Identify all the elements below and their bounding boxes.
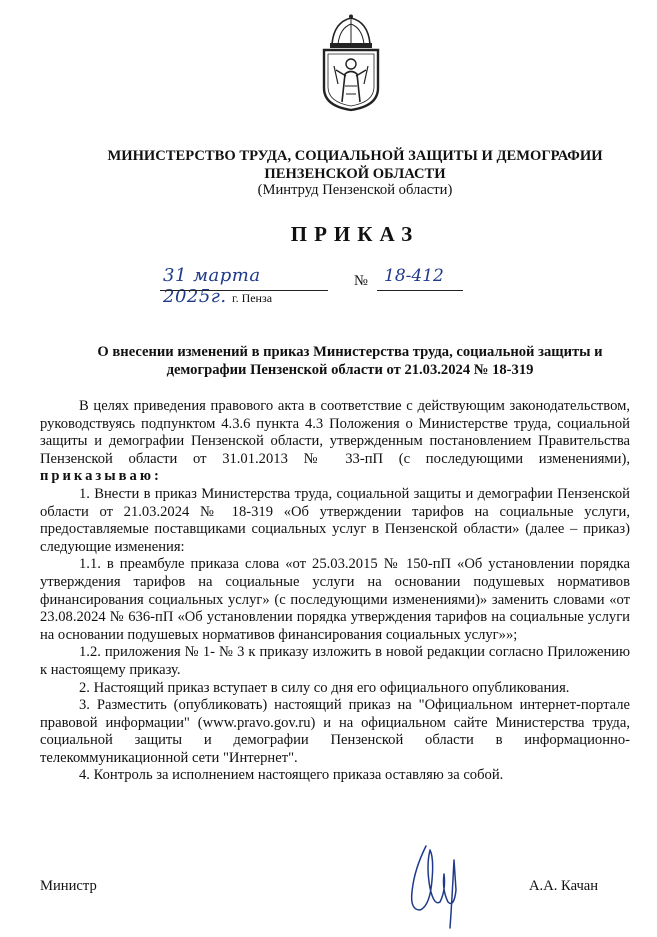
ministry-name-line2: ПЕНЗЕНСКОЙ ОБЛАСТИ xyxy=(264,166,446,182)
order-subject-line2: демографии Пензенской области от 21.03.2024 № 18-319 xyxy=(166,362,534,378)
order-subject-line1: О внесении изменений в приказ Министерства труда, социальной защиты и xyxy=(97,344,603,360)
document-type-title: ПРИКАЗ xyxy=(290,222,420,246)
preamble-paragraph xyxy=(40,398,630,486)
ministry-name-line1: МИНИСТЕРСТВО ТРУДА, СОЦИАЛЬНОЙ ЗАЩИТЫ И ДЕМОГРАФИИ xyxy=(107,148,603,164)
ministry-short-name: (Минтруд Пензенской области) xyxy=(257,182,453,198)
preamble-text: В целях приведения правового акта в соответствие с действующим законодательством, руководствуясь подпунктом 4.3.6 пункта 4.3 Положения о Министерстве труда, социальной защиты и демографии Пензенской области, утвержденным постановлением Правительства Пензенской области от 31.01.2013 № 33-пП (с последующими изменениями), xyxy=(40,398,630,467)
number-sign: № xyxy=(354,273,368,289)
item-1-1: 1.1. в преамбуле приказа слова «от 25.03.2015 № 150-пП «Об установлении порядка утверждения тарифов на социальные услуги на основании подушевых нормативов финансирования социальных услуг» (с последующими изменениями)» заменить словами «от 23.08.2024 № 636-пП «Об установлении порядка утверждения тарифов на социальные услуги на основании подушевых нормативов финансирования социальных услуг»»; xyxy=(40,556,630,643)
city-label: г. Пенза xyxy=(232,291,273,305)
order-subject xyxy=(40,343,657,379)
number-underline xyxy=(377,290,463,291)
item-2: 2. Настоящий приказ вступает в силу со дня его официального опубликования. xyxy=(79,679,570,696)
signer-position: Министр xyxy=(40,878,97,894)
order-word: приказываю: xyxy=(40,468,162,485)
item-4: 4. Контроль за исполнением настоящего приказа оставляю за собой. xyxy=(79,767,504,784)
item-1: 1. Внести в приказ Министерства труда, социальной защиты и демографии Пензенской области от 21.03.2024 № 18-319 «Об утверждении тарифов на социальные услуги, предоставляемые поставщиками социальных услуг в Пензенской области» (далее – приказ) следующие изменения: xyxy=(40,485,630,555)
order-body xyxy=(40,398,630,785)
signer-name: А.А. Качан xyxy=(529,878,599,894)
item-3: 3. Разместить (опубликовать) настоящий приказ на "Официальном интернет-портале правовой информации" (www.pravo.gov.ru) и на официальном сайте Министерства труда, социальной защиты и демографии Пензенской области в информационно-телекоммуникационной сети "Интернет". xyxy=(40,697,630,766)
signature-icon xyxy=(396,840,464,932)
ministry-name xyxy=(60,147,650,183)
item-1-2: 1.2. приложения № 1- № 3 к приказу изложить в новой редакции согласно Приложению к настоящему приказу. xyxy=(40,644,630,678)
coat-of-arms-icon xyxy=(318,14,384,112)
handwritten-date: 31 марта 2025г. xyxy=(163,265,261,307)
handwritten-order-number: 18-412 xyxy=(384,266,444,286)
